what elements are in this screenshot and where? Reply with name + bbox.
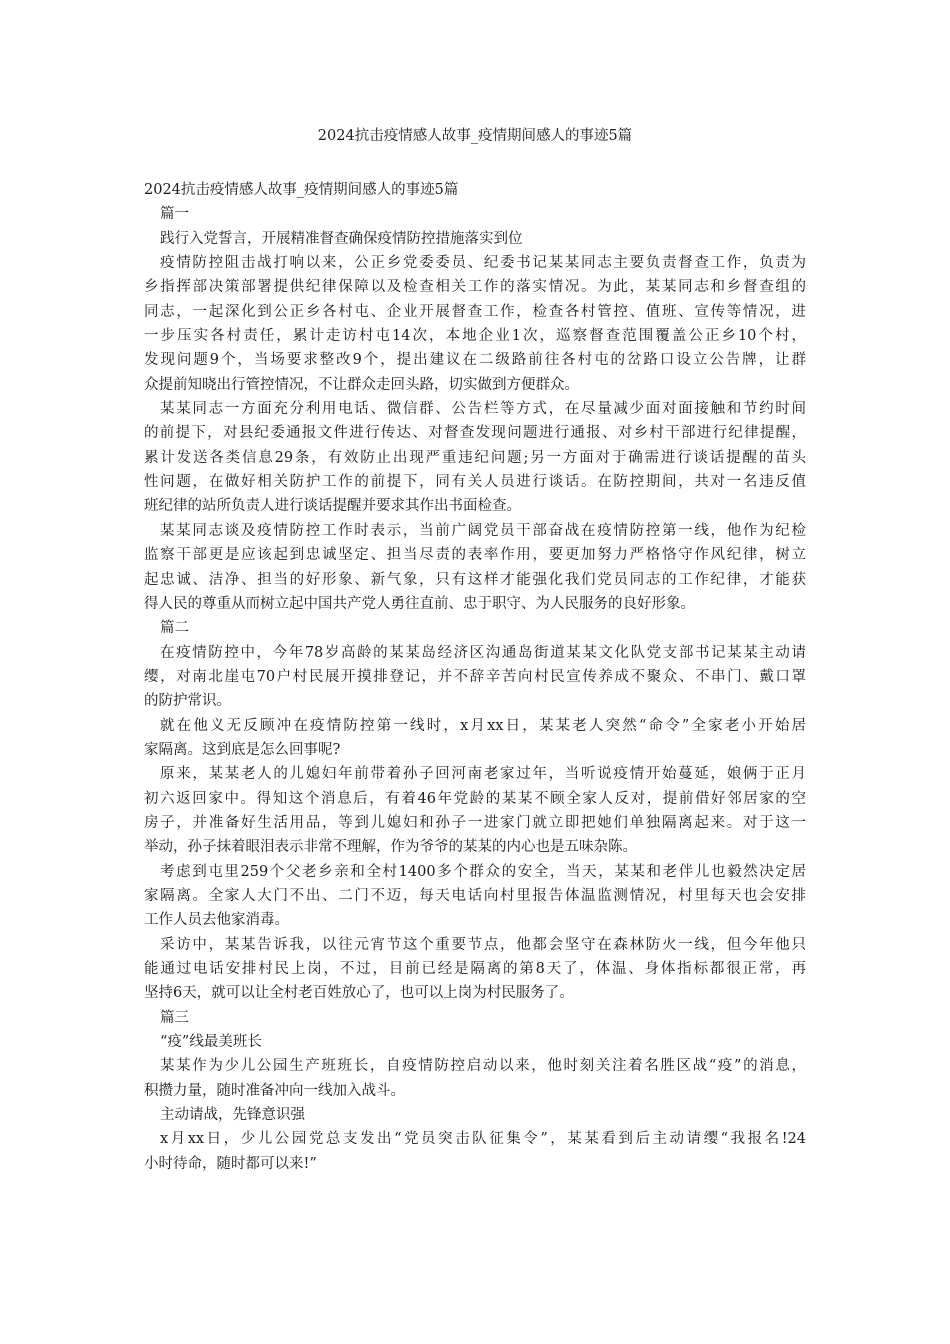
text-line: 累计发送各类信息29条，有效防止出现严重违纪问题;另一方面对于确需进行谈话提醒的苗头 [144,449,806,466]
text-line: 家隔离。全家人大门不出、二门不迈，每天电话向村里报告体温监测情况，村里每天也会安排 [144,887,806,904]
text-line: 原来，某某老人的儿媳妇年前带着孙子回河南老家过年，当听说疫情开始蔓延，娘俩于正月 [160,766,806,783]
text-line: x月xx日，少儿公园党总支发出“党员突击队征集令”，某某看到后主动请缨“我报名!24 [160,1131,806,1148]
text-line: 的防护常识。 [144,693,231,710]
text-line: 得人民的尊重从而树立起中国共产党人勇往直前、忠于职守、为人民服务的良好形象。 [144,595,695,612]
text-line: 工作人员去他家消毒。 [144,912,289,929]
text-line: 一步压实各村责任，累计走访村屯14次，本地企业1次，巡察督查范围覆盖公正乡10个村， [144,328,806,345]
text-line: 篇三 [160,1009,189,1026]
text-line: 篇二 [160,620,189,637]
text-line: 同志，一起深化到公正乡各村屯、企业开展督查工作，检查各村管控、值班、宣传等情况，进 [144,303,806,320]
text-line: 房子，并准备好生活用品，等到儿媳妇和孙子一进家门就立即把她们单独隔离起来。对于这一 [144,814,806,831]
text-line: 主动请战，先锋意识强 [160,1107,305,1124]
text-line: 就在他义无反顾冲在疫情防控第一线时，x月xx日，某某老人突然“命令”全家老小开始居 [160,717,806,734]
text-line: 采访中，某某告诉我，以往元宵节这个重要节点，他都会坚守在森林防火一线，但今年他只 [160,936,806,953]
text-line: 某某同志谈及疫情防控工作时表示，当前广阔党员干部奋战在疫情防控第一线，他作为纪检 [160,522,806,539]
text-line: 起忠诚、洁净、担当的好形象、新气象，只有这样才能强化我们党员同志的工作纪律，才能获 [144,571,806,588]
text-line: 能通过电话安排村民上岗，不过，目前已经是隔离的第8天了，体温、身体指标都很正常，再 [144,961,806,977]
text-line: 小时待命，随时都可以来!” [144,1155,317,1172]
text-line: 家隔离。这到底是怎么回事呢? [144,741,341,758]
text-line: 疫情防控阻击战打响以来，公正乡党委委员、纪委书记某某同志主要负责督查工作，负责为 [160,255,806,272]
text-line: 在疫情防控中，今年78岁高龄的某某岛经济区沟通岛街道某某文化队党支部书记某某主动请 [160,644,806,661]
text-line: 监察干部更是应该起到忠诚坚定、担当尽责的表率作用，要更加努力严格恪守作风纪律，树立 [144,547,806,564]
text-line: 践行入党誓言，开展精准督查确保疫情防控措施落实到位 [160,230,523,247]
text-line: 考虑到屯里259个父老乡亲和全村1400多个群众的安全，当天，某某和老伴儿也毅然决定居 [160,863,806,880]
text-line: 班纪律的站所负责人进行谈话提醒并要求其作出书面检查。 [144,498,521,515]
text-line: 篇一 [160,206,189,223]
document-title: 2024抗击疫情感人故事_疫情期间感人的事迹5篇 [317,128,633,144]
text-line: 某某同志一方面充分利用电话、微信群、公告栏等方式，在尽量减少面对面接触和节约时间 [160,401,806,418]
text-line: 2024抗击疫情感人故事_疫情期间感人的事迹5篇 [144,182,459,198]
text-line: 的前提下，对县纪委通报文件进行传达、对督查发现问题进行通报、对乡村干部进行纪律提醒， [144,425,806,442]
text-line: 缨，对南北崖屯70户村民展开摸排登记，并不辞辛苦向村民宣传养成不聚众、不串门、戴口罩 [144,668,806,685]
text-line: 举动，孙子抹着眼泪表示非常不理解，作为爷爷的某某的内心也是五味杂陈。 [144,839,637,856]
text-line: 发现问题9个，当场要求整改9个，提出建议在二级路前往各村屯的岔路口设立公告牌，让群 [144,352,806,369]
text-line: 初六返回家中。得知这个消息后，有着46年党龄的某某不顾全家人反对，提前借好邻居家的空 [144,790,806,807]
document-body [144,178,806,1176]
text-line: 性问题，在做好相关防护工作的前提下，同有关人员进行谈话。在防控期间，共对一名违反值 [144,474,806,491]
text-line: 坚持6天，就可以让全村老百姓放心了，也可以上岗为村民服务了。 [144,985,574,1002]
text-line: 乡指挥部决策部署提供纪律保障以及检查相关工作的落实情况。为此，某某同志和乡督查组的 [144,279,806,296]
text-line: 众提前知晓出行管控情况，不让群众走回头路，切实做到方便群众。 [144,376,579,393]
text-line: “疫”线最美班长 [160,1034,262,1051]
text-line: 某某作为少儿公园生产班班长，自疫情防控启动以来，他时刻关注着名胜区战“疫”的消息， [160,1058,806,1075]
text-line: 积攒力量，随时准备冲向一线加入战斗。 [144,1082,405,1099]
